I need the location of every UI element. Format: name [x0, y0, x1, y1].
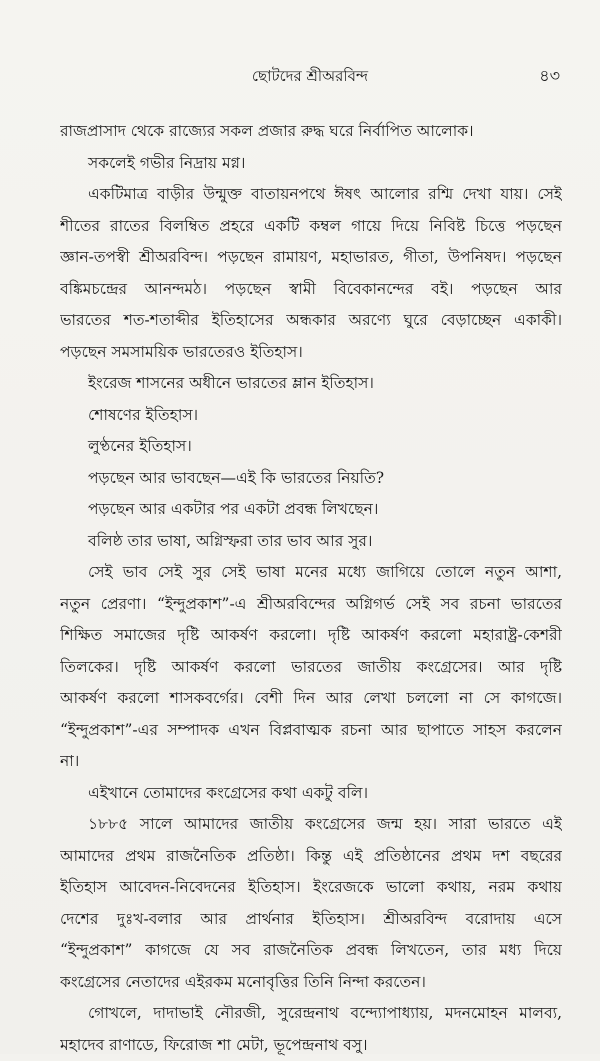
text-line: পড়ছেন সমসাময়িক ভারতেরও ইতিহাস। [60, 337, 562, 369]
running-title: ছোটদের শ্রীঅরবিন্দ [60, 64, 560, 88]
text-line: না। [60, 746, 562, 778]
text-line: “ইন্দুপ্রকাশ” কাগজে যে সব রাজনৈতিক প্রবন্ধ লিখতেন, তার মধ্য দিয়ে [60, 935, 562, 967]
body-text [60, 116, 562, 1061]
text-line: শোষণের ইতিহাস। [60, 400, 562, 432]
text-line: কংগ্রেসের নেতাদের এইরকম মনোবৃত্তির তিনি নিন্দা করতেন। [60, 967, 562, 999]
text-line: ১৮৮৫ সালে আমাদের জাতীয় কংগ্রেসের জন্ম হয়। সারা ভারতে এই [60, 809, 562, 841]
text-line: এইখানে তোমাদের কংগ্রেসের কথা একটু বলি। [60, 778, 562, 810]
text-line: বলিষ্ঠ তার ভাষা, অগ্নিস্ফরা তার ভাব আর সুর। [60, 526, 562, 558]
text-line: জ্ঞান-তপস্বী শ্রীঅরবিন্দ। পড়ছেন রামায়ণ, মহাভারত, গীতা, উপনিষদ। পড়ছেন [60, 242, 562, 274]
text-line: বঙ্কিমচন্দ্রের আনন্দমঠ। পড়ছেন স্বামী বিবেকানন্দের বই। পড়ছেন আর [60, 274, 562, 306]
text-line: পড়ছেন আর একটার পর একটা প্রবন্ধ লিখছেন। [60, 494, 562, 526]
text-line: ইংরেজ শাসনের অধীনে ভারতের ম্লান ইতিহাস। [60, 368, 562, 400]
text-line: লুণ্ঠনের ইতিহাস। [60, 431, 562, 463]
page-header [60, 64, 560, 90]
text-line: পড়ছেন আর ভাবছেন—এই কি ভারতের নিয়তি? [60, 463, 562, 495]
text-line: গোখলে, দাদাভাই নৌরজী, সুরেন্দ্রনাথ বন্দ্যোপাধ্যায়, মদনমোহন মালব্য, [60, 998, 562, 1030]
text-line: মহাদেব রাণাডে, ফিরোজ শা মেটা, ভূপেন্দ্রনাথ বসু। [60, 1030, 562, 1061]
text-line: নতুন প্রেরণা। “ইন্দুপ্রকাশ”-এ শ্রীঅরবিন্দের অগ্নিগর্ভ সেই সব রচনা ভারতের [60, 589, 562, 621]
text-line: আমাদের প্রথম রাজনৈতিক প্রতিষ্ঠা। কিন্তু এই প্রতিষ্ঠানের প্রথম দশ বছরের [60, 841, 562, 873]
text-line: দেশের দুঃখ-বলার আর প্রার্থনার ইতিহাস। শ্রীঅরবিন্দ বরোদায় এসে [60, 904, 562, 936]
text-line: রাজপ্রাসাদ থেকে রাজ্যের সকল প্রজার রুদ্ধ ঘরে নির্বাপিত আলোক। [60, 116, 562, 148]
text-line: তিলকের। দৃষ্টি আকর্ষণ করলো ভারতের জাতীয় কংগ্রেসের। আর দৃষ্টি [60, 652, 562, 684]
text-line: সকলেই গভীর নিদ্রায় মগ্ন। [60, 148, 562, 180]
text-line: সেই ভাব সেই সুর সেই ভাষা মনের মধ্যে জাগিয়ে তোলে নতুন আশা, [60, 557, 562, 589]
text-line: শিক্ষিত সমাজের দৃষ্টি আকর্ষণ করলো। দৃষ্টি আকর্ষণ করলো মহারাষ্ট্র-কেশরী [60, 620, 562, 652]
text-line: আকর্ষণ করলো শাসকবর্গের। বেশী দিন আর লেখা চললো না সে কাগজে। [60, 683, 562, 715]
text-line: শীতের রাতের বিলম্বিত প্রহরে একটি কম্বল গায়ে দিয়ে নিবিষ্ট চিত্তে পড়ছেন [60, 211, 562, 243]
text-line: ইতিহাস আবেদন-নিবেদনের ইতিহাস। ইংরেজকে ভালো কথায়, নরম কথায় [60, 872, 562, 904]
text-line: ভারতের শত-শতাব্দীর ইতিহাসের অন্ধকার অরণ্যে ঘুরে বেড়াচ্ছেন একাকী। [60, 305, 562, 337]
text-line: একটিমাত্র বাড়ীর উন্মুক্ত বাতায়নপথে ঈষৎ আলোর রশ্মি দেখা যায়। সেই [60, 179, 562, 211]
page-number: ৪৩ [539, 64, 560, 88]
text-line: “ইন্দুপ্রকাশ”-এর সম্পাদক এখন বিপ্লবাত্মক রচনা আর ছাপাতে সাহস করলেন [60, 715, 562, 747]
